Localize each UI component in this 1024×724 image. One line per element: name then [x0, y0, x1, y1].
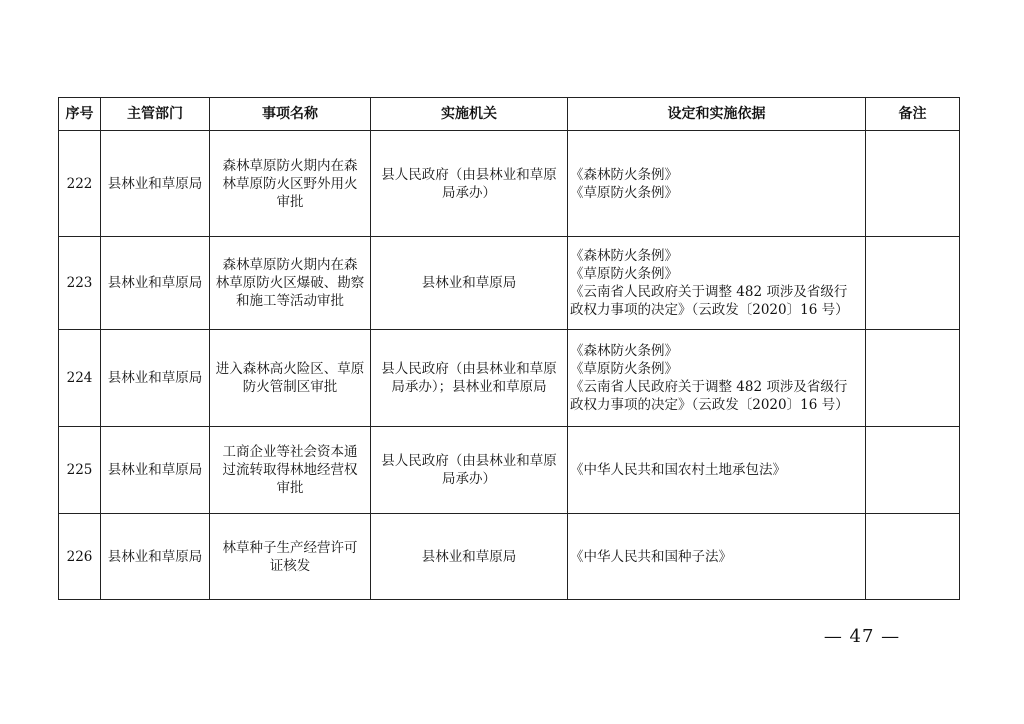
table-row [59, 131, 960, 237]
authority-cell [371, 237, 568, 330]
item-name-line: 过流转取得林地经营权 [222, 462, 358, 478]
authority-line: 县人民政府（由县林业和草原 [381, 453, 557, 469]
authority-line: 县林业和草原局 [421, 548, 517, 565]
item-name-line: 防火管制区审批 [242, 379, 338, 395]
department-cell: 县林业和草原局 [101, 237, 210, 330]
row-number: 223 [59, 237, 101, 330]
legal-basis-line: 《草原防火条例》 [570, 266, 678, 282]
header-name: 事项名称 [210, 98, 371, 131]
authority-cell [371, 131, 568, 237]
authority-line: 县林业和草原局 [421, 275, 517, 291]
legal-basis-line: 《云南省人民政府关于调整 482 项涉及省级行 [570, 284, 848, 300]
item-name-line: 林草原防火区野外用火 [222, 175, 358, 192]
page-number: — 47 — [823, 626, 901, 647]
authority-line: 县人民政府（由县林业和草原 [381, 166, 557, 183]
legal-basis-line: 《草原防火条例》 [570, 361, 678, 377]
legal-basis-line: 《中华人民共和国种子法》 [570, 548, 732, 565]
table-row [59, 427, 960, 514]
note-cell [866, 237, 960, 330]
department-cell: 县林业和草原局 [101, 514, 210, 600]
row-number: 226 [59, 514, 101, 600]
legal-basis-line: 《草原防火条例》 [570, 184, 678, 201]
header-no: 序号 [59, 98, 101, 131]
note-cell [866, 131, 960, 237]
authority-cell [371, 427, 568, 514]
row-number: 222 [59, 131, 101, 237]
item-name-line: 森林草原防火期内在森 [222, 157, 358, 174]
header-basis: 设定和实施依据 [568, 98, 866, 131]
table-row [59, 237, 960, 330]
authority-cell [371, 330, 568, 427]
item-name-line: 进入森林高火险区、草原 [215, 361, 365, 377]
item-name-cell [210, 427, 371, 514]
item-name-cell [210, 131, 371, 237]
authority-line: 局承办） [442, 184, 496, 201]
department-cell: 县林业和草原局 [101, 330, 210, 427]
item-name-cell [210, 330, 371, 427]
approval-items-table [58, 97, 960, 600]
legal-basis-line: 《森林防火条例》 [570, 166, 678, 183]
legal-basis-line: 《森林防火条例》 [570, 248, 678, 264]
table-row [59, 330, 960, 427]
authority-line: 县人民政府（由县林业和草原 [381, 361, 557, 377]
legal-basis-cell [568, 514, 866, 600]
header-org: 实施机关 [371, 98, 568, 131]
item-name-line: 森林草原防火期内在森 [222, 257, 358, 273]
item-name-line: 审批 [276, 193, 304, 210]
note-cell [866, 330, 960, 427]
row-number: 225 [59, 427, 101, 514]
legal-basis-line: 政权力事项的决定》（云政发〔2020〕16 号） [570, 397, 849, 413]
legal-basis-cell [568, 330, 866, 427]
table-row [59, 514, 960, 600]
legal-basis-line: 《森林防火条例》 [570, 343, 678, 359]
legal-basis-cell [568, 131, 866, 237]
item-name-cell [210, 237, 371, 330]
item-name-line: 审批 [276, 480, 304, 496]
legal-basis-line: 《中华人民共和国农村土地承包法》 [570, 462, 786, 478]
item-name-line: 证核发 [269, 557, 311, 574]
note-cell [866, 427, 960, 514]
table-header-row [59, 98, 960, 131]
department-cell: 县林业和草原局 [101, 131, 210, 237]
header-dept: 主管部门 [101, 98, 210, 131]
item-name-line: 工商企业等社会资本通 [222, 444, 358, 460]
authority-cell [371, 514, 568, 600]
legal-basis-line: 政权力事项的决定》（云政发〔2020〕16 号） [570, 302, 849, 318]
note-cell [866, 514, 960, 600]
item-name-cell [210, 514, 371, 600]
department-cell: 县林业和草原局 [101, 427, 210, 514]
item-name-line: 和施工等活动审批 [236, 293, 344, 309]
header-note: 备注 [866, 98, 960, 131]
item-name-line: 林草种子生产经营许可 [222, 539, 358, 556]
legal-basis-cell [568, 237, 866, 330]
authority-line: 局承办）；县林业和草原局 [391, 379, 547, 395]
authority-line: 局承办） [442, 471, 496, 487]
row-number: 224 [59, 330, 101, 427]
legal-basis-line: 《云南省人民政府关于调整 482 项涉及省级行 [570, 379, 848, 395]
item-name-line: 林草原防火区爆破、勘察 [215, 275, 365, 291]
legal-basis-cell [568, 427, 866, 514]
